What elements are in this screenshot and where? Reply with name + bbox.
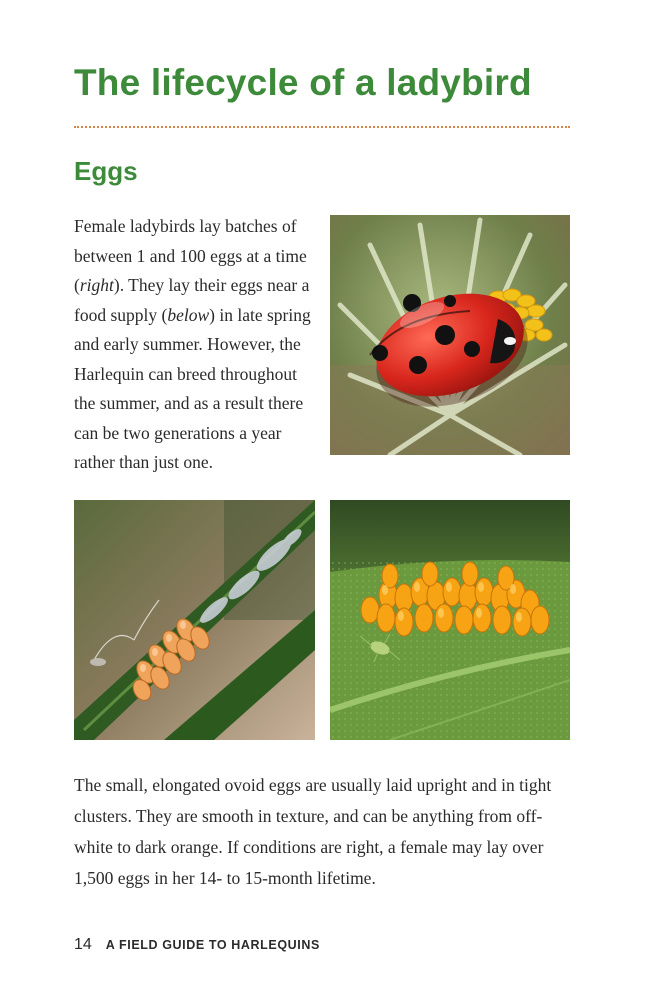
ladybird-on-flower-photo [330, 215, 570, 455]
eggs-on-leaf-photo [330, 500, 570, 740]
title-divider [74, 126, 570, 128]
intro-text-2: ). They lay their eggs near a food supply ( [74, 275, 310, 325]
intro-ref-below: below [167, 304, 210, 325]
intro-ref-right: right [79, 275, 114, 295]
intro-paragraph [74, 212, 319, 478]
eggs-on-stem-photo [74, 500, 315, 740]
intro-text-1: Female ladybirds lay batches of between 1 and 100 eggs at a time ( [74, 216, 307, 295]
section-heading-eggs: Eggs [74, 156, 138, 186]
body-paragraph: The small, elongated ovoid eggs are usually laid upright and in tight clusters. They are smooth in texture, and can be anything from off-white to dark orange. If conditions are right, a female may lay over 1,500 eggs in her 14- to 15-month lifetime. [74, 775, 552, 888]
running-title: A FIELD GUIDE TO HARLEQUINS [105, 938, 320, 952]
intro-text-3: ) in late spring and early summer. However, the Harlequin can breed throughout the summer, and as a result there can be two generations a year rather than just one. [74, 304, 311, 472]
page-number: 14 [74, 936, 92, 953]
page-footer [74, 936, 320, 954]
page-title: The lifecycle of a ladybird [74, 62, 532, 103]
